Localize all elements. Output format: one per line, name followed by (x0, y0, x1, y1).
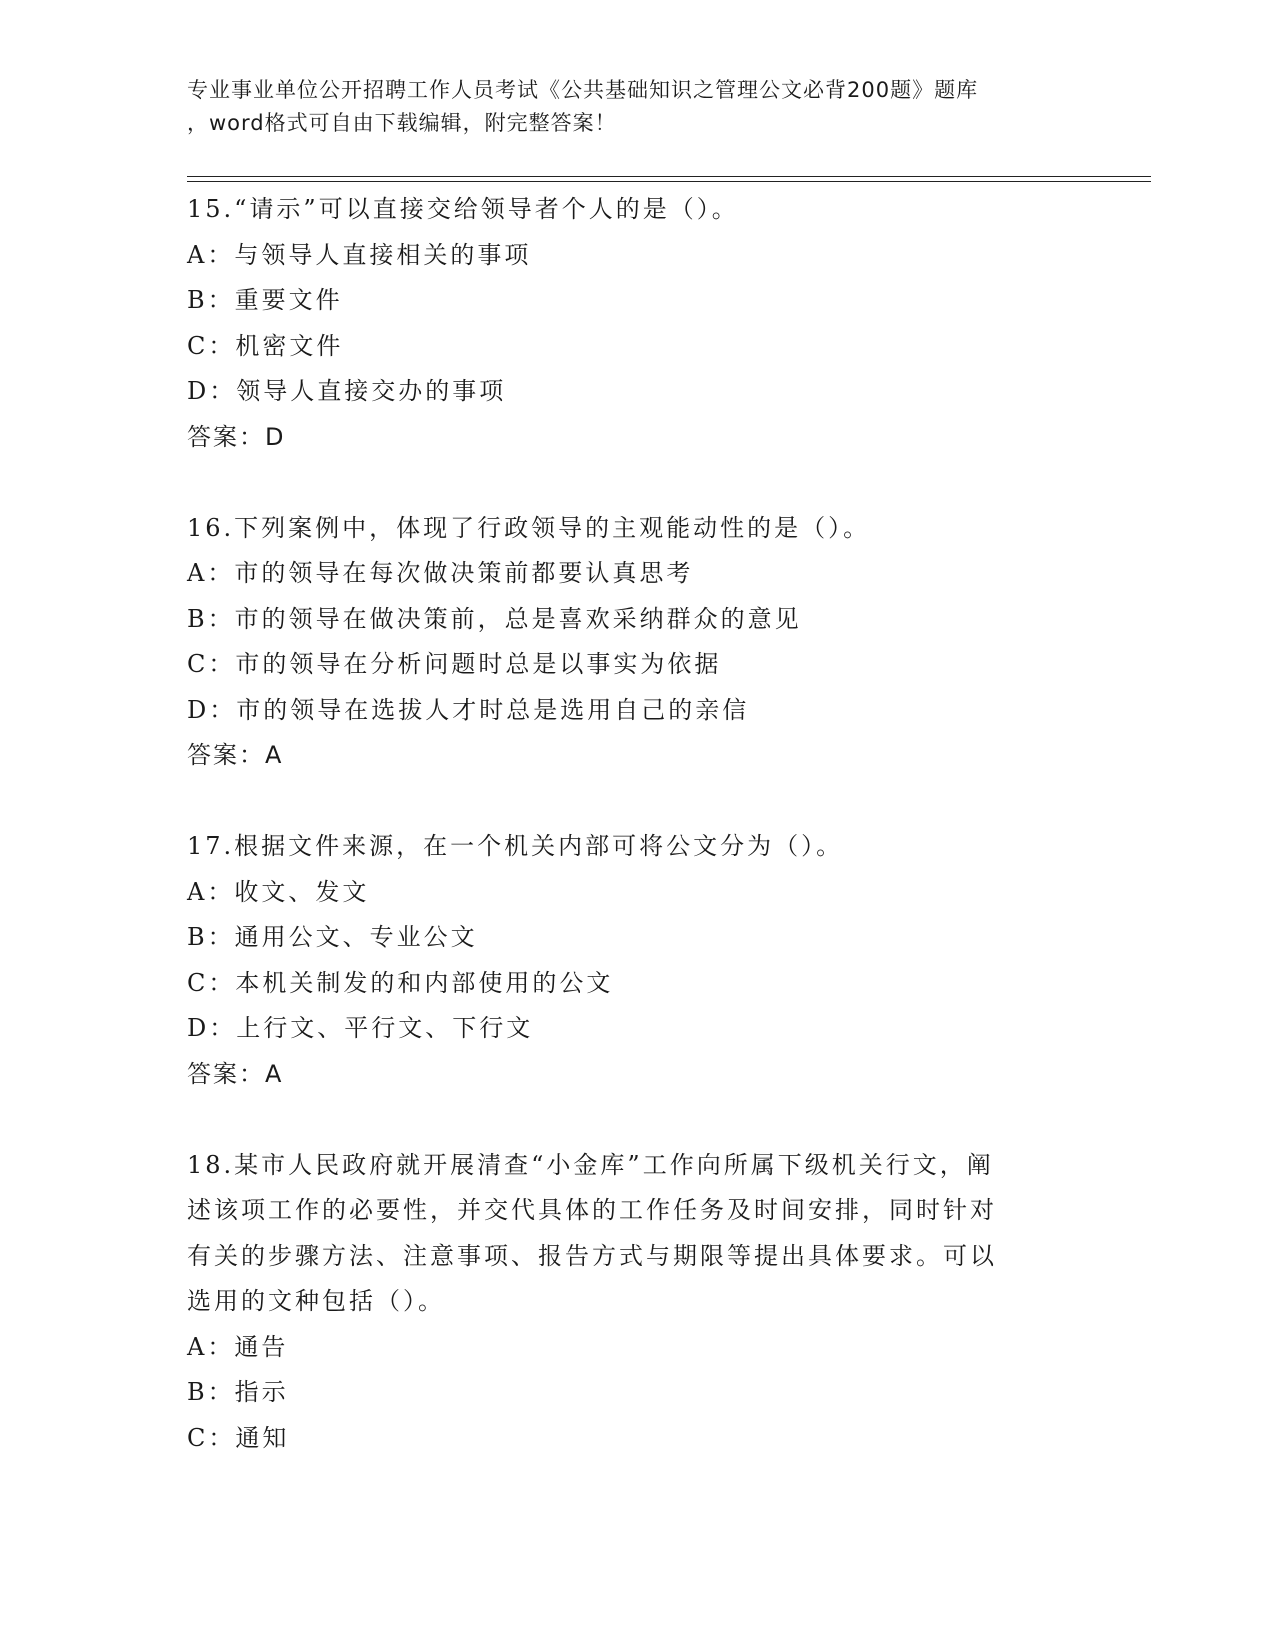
option-c: C：市的领导在分析问题时总是以事实为依据 (187, 650, 722, 678)
option-a: A：收文、发文 (187, 877, 370, 906)
option-c: C：通知 (187, 1423, 290, 1452)
option-d: D：领导人直接交办的事项 (187, 377, 507, 405)
question-list (187, 187, 1087, 1461)
option-c: C：机密文件 (187, 331, 344, 360)
option-b: B：指示 (187, 1378, 289, 1406)
header-title-line-2: ，word格式可自由下载编辑，附完整答案！ (187, 111, 617, 135)
question-text: 17.根据文件来源，在一个机关内部可将公文分为（）。 (187, 832, 844, 860)
option-a: A：通告 (187, 1332, 289, 1361)
question-text-line-2: 述该项工作的必要性，并交代具体的工作任务及时间安排，同时针对 (187, 1196, 997, 1224)
spacer (187, 1097, 1087, 1143)
header-title-line-1: 专业事业单位公开招聘工作人员考试《公共基础知识之管理公文必背200题》题库 (187, 78, 979, 102)
document-header (187, 74, 1107, 140)
question-18 (187, 1143, 1087, 1462)
question-text-line-1: 18.某市人民政府就开展清查“小金库”工作向所属下级机关行文，阐 (187, 1150, 994, 1179)
option-d: D：上行文、平行文、下行文 (187, 1014, 534, 1042)
answer: 答案：D (187, 422, 286, 451)
question-text-line-4: 选用的文种包括（）。 (187, 1287, 445, 1315)
option-a: A：与领导人直接相关的事项 (187, 240, 532, 269)
header-divider-bottom (187, 181, 1151, 182)
spacer (187, 460, 1087, 506)
answer: 答案：A (187, 741, 284, 769)
option-c: C：本机关制发的和内部使用的公文 (187, 968, 614, 997)
question-17 (187, 824, 1087, 1097)
option-b: B：重要文件 (187, 286, 343, 314)
question-text: 16.下列案例中，体现了行政领导的主观能动性的是（）。 (187, 513, 871, 542)
question-15 (187, 187, 1087, 460)
option-d: D：市的领导在选拔人才时总是选用自己的亲信 (187, 695, 750, 724)
header-divider-top (187, 176, 1151, 177)
answer: 答案：A (187, 1059, 284, 1088)
option-a: A：市的领导在每次做决策前都要认真思考 (187, 559, 694, 587)
question-16 (187, 506, 1087, 779)
option-b: B：市的领导在做决策前，总是喜欢采纳群众的意见 (187, 604, 802, 633)
option-b: B：通用公文、专业公文 (187, 923, 478, 951)
question-text: 15.“请示”可以直接交给领导者个人的是（）。 (187, 195, 739, 223)
spacer (187, 779, 1087, 825)
question-text-line-3: 有关的步骤方法、注意事项、报告方式与期限等提出具体要求。可以 (187, 1241, 997, 1270)
